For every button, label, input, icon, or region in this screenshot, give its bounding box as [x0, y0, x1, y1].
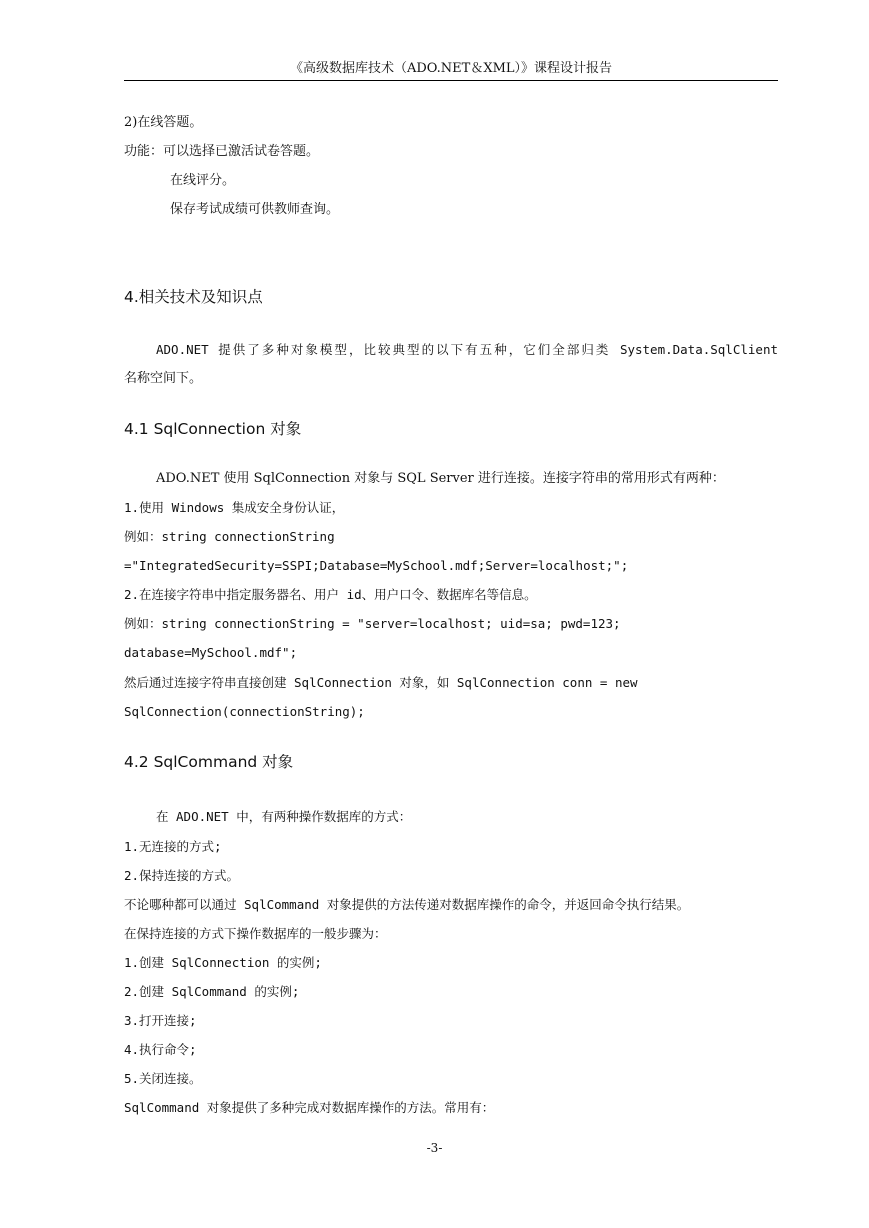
list-item: 4.执行命令; [124, 1042, 197, 1057]
section-4-1-line: 1.使用 Windows 集成安全身份认证， [124, 500, 345, 515]
section-4-1-line: 2.在连接字符串中指定服务器名、用户 id、用户口令、数据库名等信息。 [124, 587, 537, 602]
section-4-1-heading: 4.1 SqlConnection 对象 [124, 420, 302, 438]
code-line: 例如：string connectionString = "server=localhost; uid=sa; pwd=123; [124, 616, 621, 631]
section-4-2-line: 在保持连接的方式下操作数据库的一般步骤为： [124, 926, 387, 941]
function-item-2: 在线评分。 [170, 173, 236, 188]
code-line: SqlConnection(connectionString); [124, 704, 365, 719]
section-4-2-line: 不论哪种都可以通过 SqlCommand 对象提供的方法传递对数据库操作的命令，并返回命令执行结果。 [124, 897, 690, 912]
intro-item: 2)在线答题。 [124, 115, 203, 130]
function-item-3: 保存考试成绩可供教师查询。 [170, 202, 340, 217]
section-4-1-line: 然后通过连接字符串直接创建 SqlConnection 对象，如 SqlConnection conn = new [124, 675, 638, 690]
code-line: database=MySchool.mdf"; [124, 645, 298, 660]
function-label: 功能：可以选择已激活试卷答题。 [124, 144, 320, 159]
running-header: 《高级数据库技术（ADO.NET＆XML）》课程设计报告 [289, 61, 613, 76]
header-divider [124, 80, 778, 81]
section-4-heading: 4.相关技术及知识点 [124, 288, 263, 306]
list-item: 1.创建 SqlConnection 的实例; [124, 955, 322, 970]
list-item: 2.创建 SqlCommand 的实例; [124, 984, 300, 999]
section-4-2-heading: 4.2 SqlCommand 对象 [124, 753, 294, 771]
section-4-1-line: 例如：string connectionString [124, 529, 335, 544]
section-4-para-line-2: 名称空间下。 [124, 371, 203, 386]
section-4-2-line: 在 ADO.NET 中，有两种操作数据库的方式： [156, 809, 412, 824]
list-item: 3.打开连接; [124, 1013, 197, 1028]
code-line: ="IntegratedSecurity=SSPI;Database=MySchool.mdf;Server=localhost;"; [124, 558, 629, 573]
page-number: -3- [426, 1141, 443, 1155]
list-item: 1.无连接的方式; [124, 839, 222, 854]
section-4-para-line-1: ADO.NET 提供了多种对象模型，比较典型的以下有五种，它们全部归类 System.Data.SqlClient [156, 342, 778, 357]
list-item: 2.保持连接的方式。 [124, 868, 240, 883]
list-item: 5.关闭连接。 [124, 1071, 202, 1086]
section-4-2-line: SqlCommand 对象提供了多种完成对数据库操作的方法。常用有： [124, 1100, 495, 1115]
section-4-1-line: ADO.NET 使用 SqlConnection 对象与 SQL Server 进行连接。连接字符串的常用形式有两种： [156, 471, 725, 486]
